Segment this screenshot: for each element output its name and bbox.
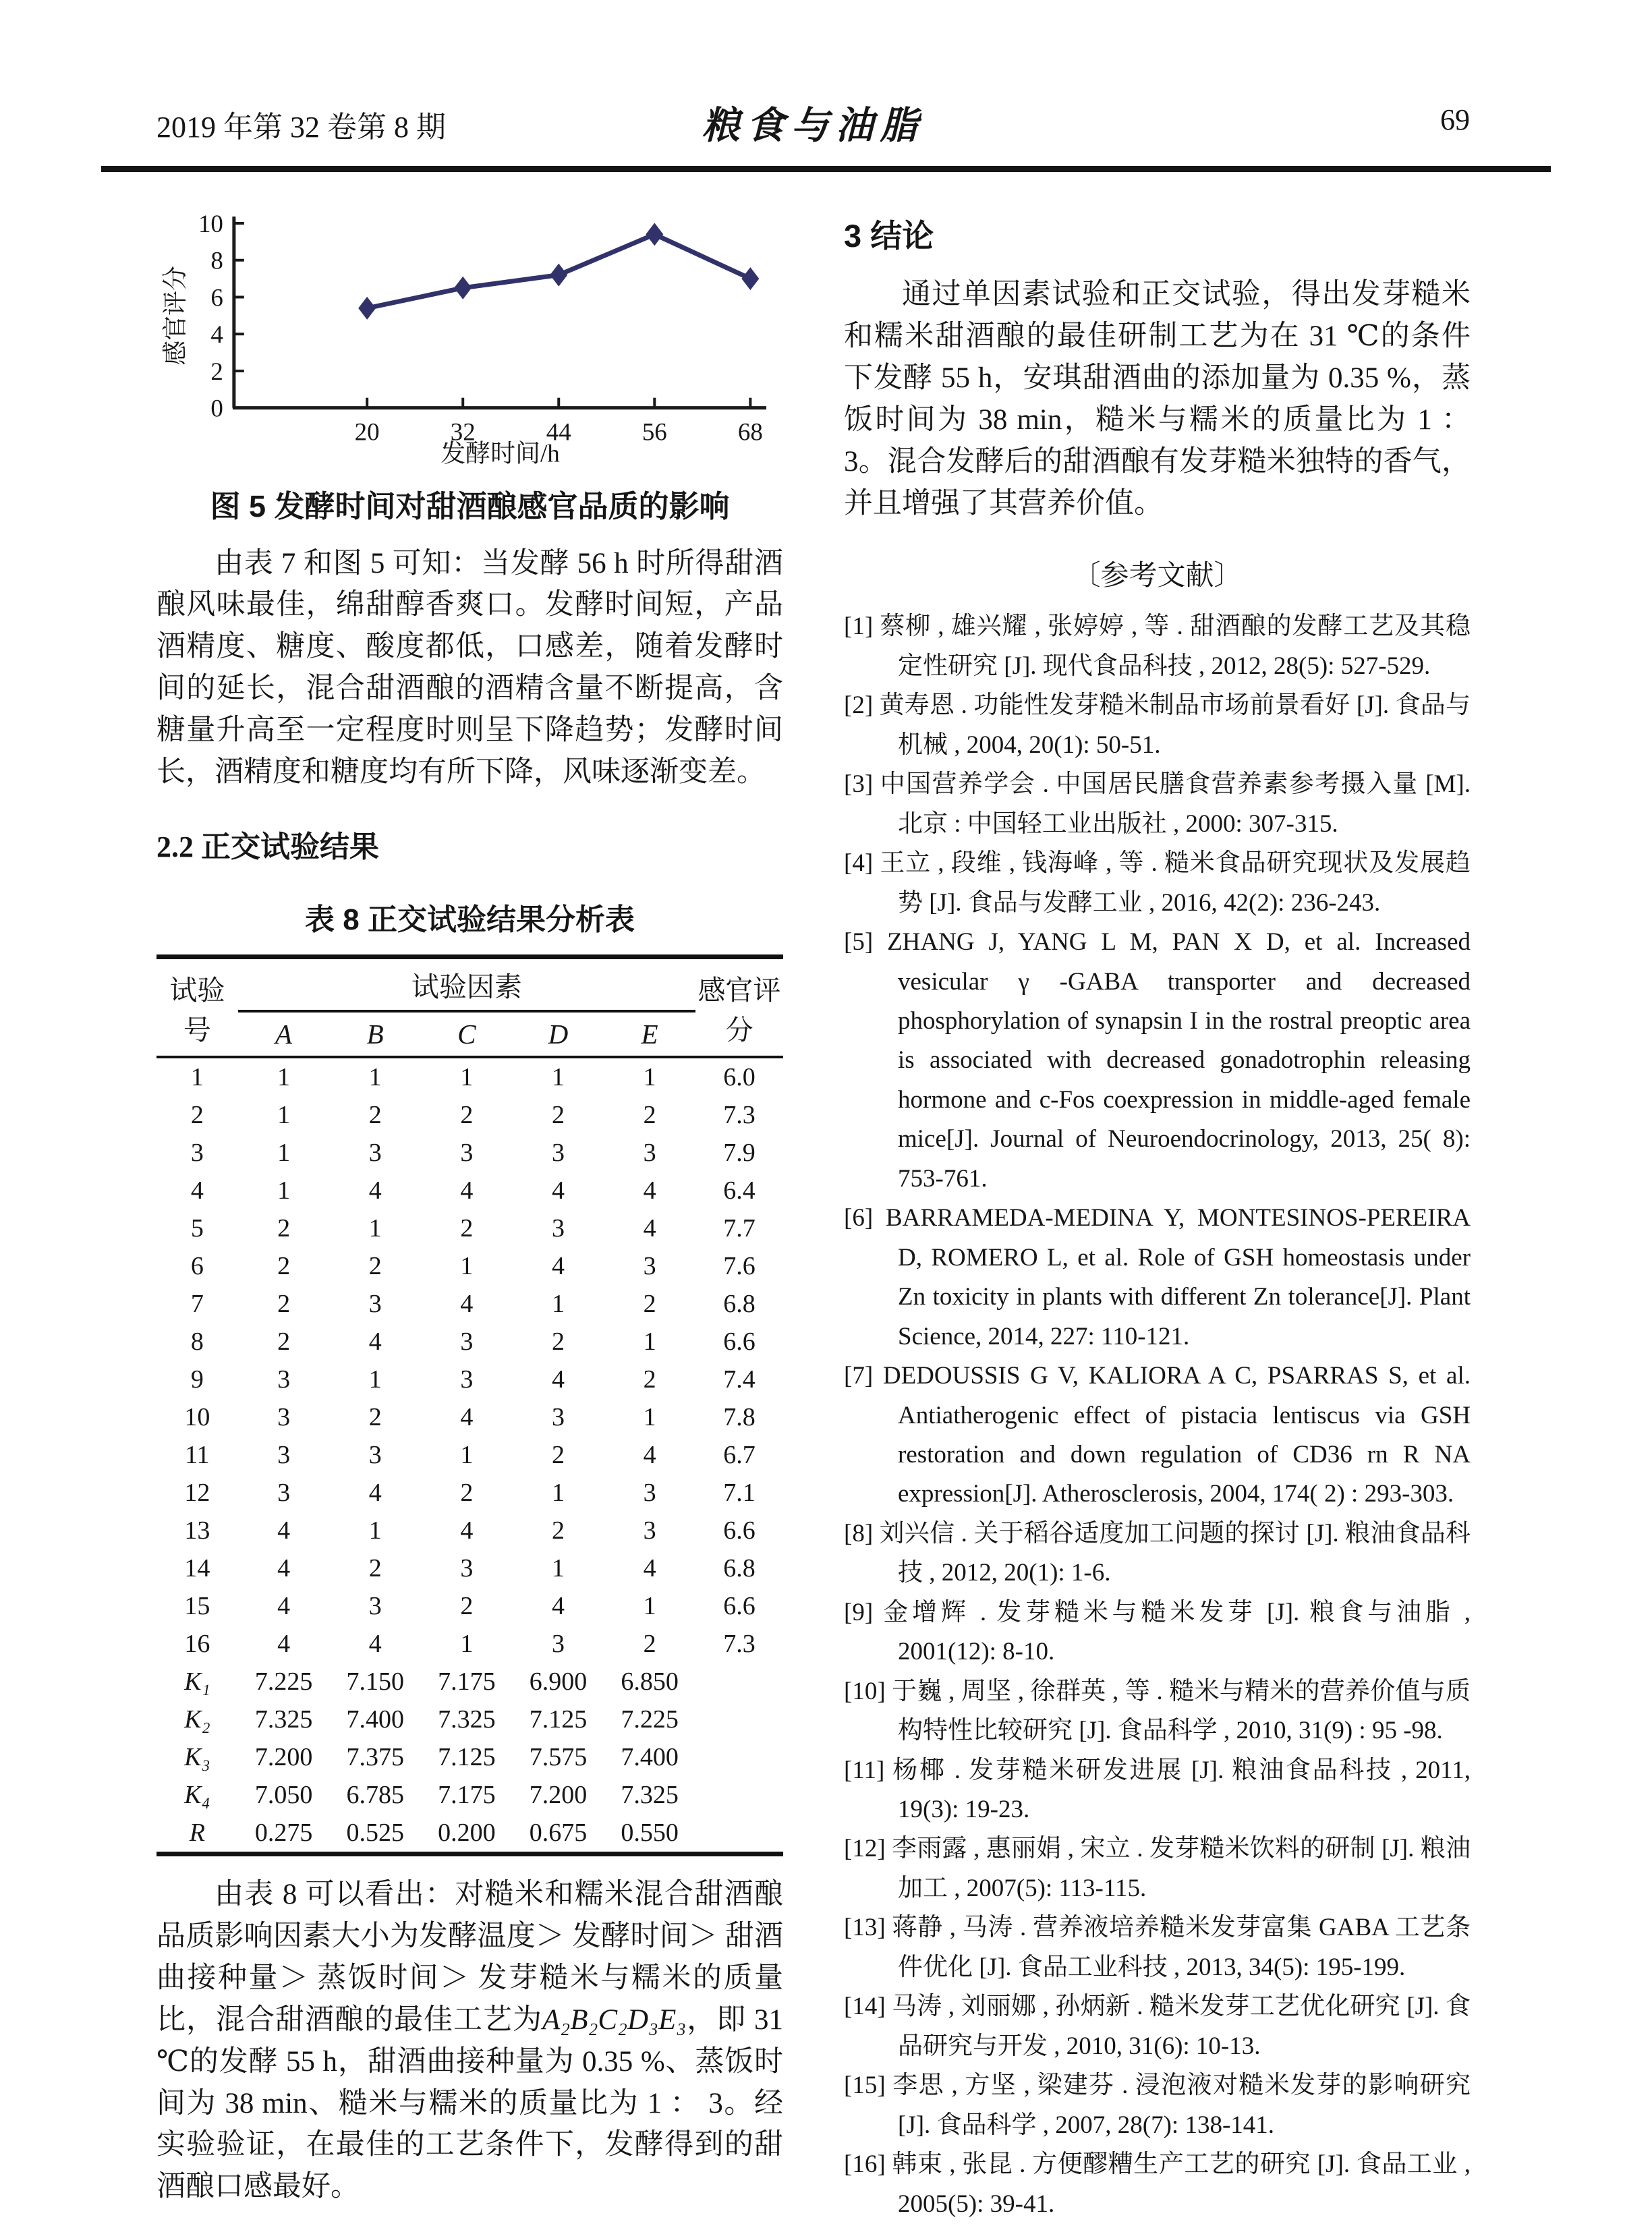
table-cell: 4: [277, 1630, 291, 1658]
col-header-factor-e: E: [641, 1019, 658, 1050]
table-cell: 2: [551, 1516, 565, 1545]
table-cell: 1: [368, 1063, 382, 1091]
table-cell: 0.550: [621, 1819, 679, 1847]
table-cell: 1: [551, 1290, 565, 1318]
orthogonal-test-table: [156, 954, 783, 1856]
table-cell: 3: [551, 1214, 565, 1243]
table-cell: 1: [277, 1101, 291, 1129]
reference-number: [13]: [844, 1914, 886, 1942]
reference-number: [10]: [844, 1677, 886, 1705]
table-cell: 3: [551, 1403, 565, 1431]
table-cell: 3: [368, 1290, 382, 1318]
table-cell: 6.0: [723, 1063, 756, 1091]
table-row: [156, 1361, 783, 1398]
table-cell: 0.525: [346, 1819, 404, 1847]
table-cell: 7.050: [254, 1781, 313, 1809]
table-cell: K₁: [184, 1667, 210, 1696]
x-tick-label: 20: [354, 418, 380, 446]
table-cell: 7.9: [723, 1139, 756, 1167]
reference-number: [14]: [844, 1993, 886, 2021]
table-cell: 1: [277, 1176, 291, 1205]
table-cell: 3: [643, 1479, 656, 1507]
table-cell: 4: [551, 1592, 565, 1620]
reference-item: [16] 韩束 , 张昆 . 方便醪糟生产工艺的研究 [J]. 食品工业 , 2005(5): 39-41.: [844, 2150, 1471, 2218]
table-cell: 3: [643, 1516, 656, 1545]
reference-item: [7] DEDOUSSIS G V, KALIORA A C, PSARRAS S, et al. Antiatherogenic effect of pistacia lentiscus via GSH restoration and down regulation of CD36 rn R NA expression[J]. Atherosclerosis, 2004, 174( 2) : 293-303.: [844, 1362, 1471, 1508]
optimal-combination-formula: A₂B₂C₂D₃E₃: [542, 2003, 687, 2036]
table-row: [156, 1209, 783, 1247]
table-cell: 3: [460, 1139, 474, 1167]
table-cell: 6.7: [723, 1441, 756, 1469]
reference-item: [6] BARRAMEDA-MEDINA Y, MONTESINOS-PEREIRA D, ROMERO L, et al. Role of GSH homeostasis under Zn toxicity in plants with different Zn tolerance[J]. Plant Science, 2014, 227: 110-121.: [844, 1204, 1471, 1350]
reference-number: [5]: [844, 928, 874, 957]
table-cell: 13: [184, 1516, 210, 1545]
reference-item: [10] 于巍 , 周坚 , 徐群英 , 等 . 糙米与精米的营养价值与质构特性比较研究 [J]. 食品科学 , 2010, 31(9) : 95 -98.: [844, 1677, 1471, 1745]
x-tick-label: 68: [737, 418, 763, 446]
table-cell: 6: [190, 1252, 204, 1280]
table-cell: 3: [368, 1139, 382, 1167]
table-cell: 0.275: [254, 1819, 313, 1847]
table-row: [156, 1247, 783, 1285]
table-row: [156, 1549, 783, 1587]
table-cell: 3: [460, 1328, 474, 1356]
table-8-title: 表 8 正交试验结果分析表: [305, 903, 635, 936]
x-tick-label: 56: [642, 418, 667, 446]
reference-item: [11] 杨椰 . 发芽糙米研发进展 [J]. 粮油食品科技 , 2011, 19(3): 19-23.: [844, 1756, 1471, 1824]
reference-number: [4]: [844, 849, 874, 878]
references-list: [844, 607, 1471, 2224]
table-cell: 3: [277, 1479, 291, 1507]
table-cell: 7.3: [723, 1630, 756, 1658]
reference-item: [13] 蒋静 , 马涛 . 营养液培养糙米发芽富集 GABA 工艺条件优化 [J]. 食品工业科技 , 2013, 34(5): 195-199.: [844, 1914, 1471, 1981]
col-header-score: 感官评分: [697, 974, 781, 1046]
table-cell: 3: [643, 1252, 656, 1280]
col-header-factor-c: C: [457, 1019, 476, 1050]
table-cell: 4: [643, 1554, 656, 1582]
y-tick-label: 8: [210, 246, 223, 275]
table-cell: 1: [551, 1479, 565, 1507]
table-cell: 6.6: [723, 1592, 756, 1620]
table-cell: 1: [551, 1063, 565, 1091]
reference-number: [1]: [844, 612, 874, 641]
table-cell: 2: [551, 1441, 565, 1469]
table-cell: 9: [190, 1365, 204, 1394]
table-row: [156, 1398, 783, 1436]
table-cell: 7.175: [438, 1781, 496, 1809]
table-cell: 4: [368, 1479, 382, 1507]
data-point: [550, 264, 567, 287]
header-rule: [101, 166, 1551, 172]
page-number: 69: [1440, 103, 1470, 136]
table-cell: 4: [551, 1365, 565, 1394]
table-row: [156, 1436, 783, 1474]
table-cell: 4: [460, 1403, 474, 1431]
table-cell: 3: [460, 1554, 474, 1582]
table-cell: 2: [551, 1328, 565, 1356]
table-cell: 2: [460, 1592, 474, 1620]
table-cell: 10: [184, 1403, 210, 1431]
right-column: [844, 211, 1471, 2224]
analysis-text-pre: 由表 8 可以看出：对糙米和糯米混合甜酒酿品质影响因素大小为发酵温度＞ 发酵时间＞ 甜酒曲接种量＞ 蒸饭时间＞ 发芽糙米与糯米的质量比，混合甜酒酿的最佳工艺为: [156, 1879, 783, 2036]
table-cell: 7.400: [346, 1705, 404, 1734]
y-tick-label: 6: [210, 283, 223, 312]
table-row: [156, 1057, 783, 1096]
table-cell: [695, 1738, 783, 1776]
table-cell: 4: [551, 1176, 565, 1205]
table-cell: 2: [368, 1554, 382, 1582]
table-cell: [695, 1701, 783, 1738]
table-cell: 6.4: [723, 1176, 756, 1205]
table-cell: 7.325: [621, 1781, 679, 1809]
table-row: [156, 1663, 783, 1701]
table-cell: 3: [460, 1365, 474, 1394]
paragraph-discussion: 由表 7 和图 5 可知：当发酵 56 h 时所得甜酒酿风味最佳，绵甜醇香爽口。发酵时间短，产品酒精度、糖度、酸度都低，口感差，随着发酵时间的延长，混合甜酒酿的酒精含量不断提高，含糖量升高至一定程度时则呈下降趋势；发酵时间长，酒精度和糖度均有所下降，风味逐渐变差。: [156, 547, 783, 789]
table-cell: 11: [185, 1441, 210, 1469]
table-row: [156, 1134, 783, 1172]
reference-item: [12] 李雨露 , 惠丽娟 , 宋立 . 发芽糙米饮料的研制 [J]. 粮油加工 , 2007(5): 113-115.: [844, 1835, 1471, 1902]
reference-item: [3] 中国营养学会 . 中国居民膳食营养素参考摄入量 [M]. 北京 : 中国轻工业出版社 , 2000: 307-315.: [844, 770, 1471, 838]
data-point: [358, 297, 376, 320]
reference-item: [5] ZHANG J, YANG L M, PAN X D, et al. Increased vesicular γ -GABA transporter and decreased phosphorylation of synapsin I in the rostral preoptic area is associated with decreased gonadotrophin releasing hormone and c-Fos coexpression in middle-aged female mice[J]. Journal of Neuroendocrinology, 2013, 25( 8): 753-761.: [844, 928, 1471, 1193]
table-cell: 7.325: [438, 1705, 496, 1734]
table-cell: 1: [643, 1328, 656, 1356]
sensory-score-line-chart: [156, 211, 783, 478]
table-cell: 7.575: [529, 1743, 588, 1771]
table-cell: 3: [277, 1441, 291, 1469]
table-row: [156, 1738, 783, 1776]
table-cell: 2: [551, 1101, 565, 1129]
table-cell: 4: [277, 1554, 291, 1582]
figure-caption: 图 5 发酵时间对甜酒酿感官品质的影响: [210, 488, 730, 523]
table-cell: 7.225: [254, 1667, 313, 1696]
col-header-factors: 试验因素: [238, 957, 695, 1012]
table-cell: 1: [643, 1403, 656, 1431]
table-row: [156, 1096, 783, 1134]
col-header-factor-a: A: [275, 1019, 293, 1050]
table-cell: 7.150: [346, 1667, 404, 1696]
reference-item: [14] 马涛 , 刘丽娜 , 孙炳新 . 糙米发芽工艺优化研究 [J]. 食品研究与开发 , 2010, 31(6): 10-13.: [844, 1993, 1471, 2060]
table-cell: 6.6: [723, 1516, 756, 1545]
table-cell: 4: [460, 1516, 474, 1545]
table-cell: 2: [643, 1101, 656, 1129]
reference-item: [8] 刘兴信 . 关于稻谷适度加工问题的探讨 [J]. 粮油食品科技 , 2012, 20(1): 1-6.: [844, 1519, 1471, 1587]
y-tick-label: 0: [210, 394, 223, 422]
table-cell: 7.125: [529, 1705, 588, 1734]
table-cell: 7.8: [723, 1403, 756, 1431]
references-heading: 〔参考文献〕: [1072, 561, 1243, 592]
table-row: [156, 1323, 783, 1361]
table-cell: 1: [643, 1063, 656, 1091]
table-cell: 6.900: [529, 1667, 588, 1696]
table-cell: 4: [368, 1630, 382, 1658]
x-tick-label: 32: [450, 418, 476, 446]
table-cell: 6.8: [723, 1554, 756, 1582]
analysis-text-post: ，即 31 ℃的发酵 55 h，甜酒曲接种量为 0.35 %、蒸饭时间为 38 min、糙米与糯米的质量比为 1 ： 3。经实验验证，在最佳的工艺条件下，发酵得到的甜酒酿口感最好。: [156, 2003, 784, 2203]
table-cell: 4: [460, 1290, 474, 1318]
table-cell: 4: [277, 1516, 291, 1545]
table-cell: 3: [277, 1365, 291, 1394]
table-cell: 1: [460, 1441, 474, 1469]
table-cell: 2: [643, 1630, 656, 1658]
table-cell: 4: [190, 1176, 204, 1205]
table-cell: K₄: [184, 1781, 210, 1809]
table-cell: 7.175: [438, 1667, 496, 1696]
table-cell: 2: [643, 1365, 656, 1394]
table-cell: 2: [368, 1403, 382, 1431]
col-header-factor-d: D: [548, 1019, 569, 1050]
table-cell: 7.375: [346, 1743, 404, 1771]
table-row: [156, 1285, 783, 1323]
table-cell: 1: [368, 1214, 382, 1243]
table-cell: 4: [277, 1592, 291, 1620]
table-cell: 2: [460, 1101, 474, 1129]
table-cell: 1: [643, 1592, 656, 1620]
reference-item: [2] 黄寿恩 . 功能性发芽糙米制品市场前景看好 [J]. 食品与机械 , 2004, 20(1): 50-51.: [844, 691, 1471, 759]
x-tick-label: 44: [546, 418, 571, 446]
col-header-factor-b: B: [366, 1019, 384, 1050]
col-header-trial-no: 试验号: [169, 974, 225, 1046]
reference-number: [6]: [844, 1204, 874, 1232]
table-cell: [695, 1776, 783, 1814]
table-row: [156, 1172, 783, 1209]
table-row: [156, 1512, 783, 1549]
table-cell: 6.6: [723, 1328, 756, 1356]
table-cell: 2: [460, 1214, 474, 1243]
table-cell: 3: [551, 1630, 565, 1658]
table-cell: 0.200: [438, 1819, 496, 1847]
table-cell: 1: [460, 1063, 474, 1091]
y-tick-label: 10: [198, 211, 223, 237]
table-cell: 6.8: [723, 1290, 756, 1318]
section-heading-conclusion: 3 结论: [844, 218, 934, 254]
table-cell: 3: [277, 1403, 291, 1431]
y-tick-label: 2: [210, 357, 223, 385]
table-cell: 1: [460, 1630, 474, 1658]
table-cell: 1: [460, 1252, 474, 1280]
table-cell: 3: [368, 1592, 382, 1620]
table-row: [156, 1474, 783, 1512]
table-cell: 2: [277, 1252, 291, 1280]
table-cell: 6.785: [346, 1781, 404, 1809]
figure-5: [156, 211, 783, 525]
reference-number: [15]: [844, 2072, 886, 2100]
reference-item: [4] 王立 , 段维 , 钱海峰 , 等 . 糙米食品研究现状及发展趋势 [J]. 食品与发酵工业 , 2016, 42(2): 236-243.: [844, 849, 1471, 917]
data-point: [454, 277, 472, 299]
reference-number: [16]: [844, 2150, 886, 2179]
table-cell: 4: [643, 1441, 656, 1469]
table-cell: 7.325: [254, 1705, 313, 1734]
reference-number: [9]: [844, 1598, 874, 1626]
table-cell: 2: [368, 1101, 382, 1129]
table-cell: 2: [190, 1101, 204, 1129]
table-cell: 7.225: [621, 1705, 679, 1734]
reference-item: [15] 李思 , 方坚 , 梁建芬 . 浸泡液对糙米发芽的影响研究 [J]. 食品科学 , 2007, 28(7): 138-141.: [844, 2072, 1471, 2139]
table-cell: 2: [643, 1290, 656, 1318]
reference-number: [12]: [844, 1835, 886, 1863]
table-cell: 7.1: [723, 1479, 756, 1507]
left-column: [156, 211, 783, 2226]
table-cell: 3: [368, 1441, 382, 1469]
table-cell: 7.6: [723, 1252, 756, 1280]
y-tick-label: 4: [210, 320, 223, 349]
table-row: [156, 1625, 783, 1663]
page-header: [156, 103, 1470, 146]
table-cell: 1: [551, 1554, 565, 1582]
table-body: [156, 1057, 783, 1854]
table-cell: 7.4: [723, 1365, 756, 1394]
table-cell: 14: [184, 1554, 210, 1582]
table-cell: 7.400: [621, 1743, 679, 1771]
table-cell: 7.125: [438, 1743, 496, 1771]
table-cell: [695, 1663, 783, 1701]
table-cell: 7.200: [529, 1781, 588, 1809]
table-cell: 2: [277, 1214, 291, 1243]
table-cell: 2: [368, 1252, 382, 1280]
table-cell: 7: [190, 1290, 204, 1318]
table-cell: 15: [184, 1592, 210, 1620]
table-cell: 3: [190, 1139, 204, 1167]
table-cell: 4: [551, 1252, 565, 1280]
table-row: [156, 1814, 783, 1854]
table-cell: 2: [277, 1328, 291, 1356]
table-row: [156, 1701, 783, 1738]
table-cell: K₂: [184, 1705, 210, 1734]
table-header: [156, 957, 783, 1058]
table-cell: 6.850: [621, 1667, 679, 1696]
table-cell: 1: [368, 1516, 382, 1545]
table-cell: 7.200: [254, 1743, 313, 1771]
paragraph-table-analysis: [156, 1874, 783, 2208]
table-cell: 4: [643, 1214, 656, 1243]
conclusion-paragraph: 通过单因素试验和正交试验，得出发芽糙米和糯米甜酒酿的最佳研制工艺为在 31 ℃的条件下发酵 55 h，安琪甜酒曲的添加量为 0.35 %，蒸饭时间为 38 min，糙米与糯米的质量比为 1 ： 3。混合发酵后的甜酒酿有发芽糙米独特的香气，并且增强了其营养价值。: [844, 279, 1471, 519]
x-axis-label: 发酵时间/h: [440, 439, 560, 467]
reference-number: [8]: [844, 1519, 874, 1547]
section-heading-2-2: 2.2 正交试验结果: [156, 830, 379, 863]
table-row: [156, 1776, 783, 1814]
table-cell: 7.7: [723, 1214, 756, 1243]
table-cell: 8: [190, 1328, 204, 1356]
journal-issue: 2019 年第 32 卷第 8 期: [156, 111, 446, 144]
reference-number: [11]: [844, 1756, 885, 1784]
y-axis-label: 感官评分: [161, 265, 189, 366]
table-cell: K₃: [184, 1743, 210, 1771]
table-cell: 16: [184, 1630, 210, 1658]
table-row: [156, 1587, 783, 1625]
table-cell: 3: [551, 1139, 565, 1167]
table-cell: 4: [643, 1176, 656, 1205]
table-cell: 4: [368, 1328, 382, 1356]
table-cell: 1: [190, 1063, 204, 1091]
data-point: [741, 267, 759, 290]
two-column-body: [156, 211, 1470, 2226]
table-cell: 1: [277, 1139, 291, 1167]
table-cell: 2: [460, 1479, 474, 1507]
table-cell: 1: [368, 1365, 382, 1394]
table-cell: [695, 1814, 783, 1854]
journal-name: 粮食与油脂: [702, 105, 925, 147]
table-cell: 4: [368, 1176, 382, 1205]
table-cell: 7.3: [723, 1101, 756, 1129]
table-cell: 12: [184, 1479, 210, 1507]
table-cell: 4: [460, 1176, 474, 1205]
reference-item: [1] 蔡柳 , 雄兴耀 , 张婷婷 , 等 . 甜酒酿的发酵工艺及其稳定性研究 [J]. 现代食品科技 , 2012, 28(5): 527-529.: [844, 612, 1471, 680]
table-cell: R: [189, 1819, 205, 1847]
data-point: [646, 223, 663, 246]
table-cell: 2: [277, 1290, 291, 1318]
table-cell: 3: [643, 1139, 656, 1167]
table-cell: 0.675: [529, 1819, 588, 1847]
reference-item: [9] 金增辉 . 发芽糙米与糙米发芽 [J]. 粮食与油脂 , 2001(12): 8-10.: [844, 1598, 1471, 1666]
reference-number: [7]: [844, 1362, 874, 1390]
reference-number: [2]: [844, 691, 874, 720]
reference-number: [3]: [844, 770, 874, 799]
table-cell: 5: [190, 1214, 204, 1243]
table-cell: 1: [277, 1063, 291, 1091]
